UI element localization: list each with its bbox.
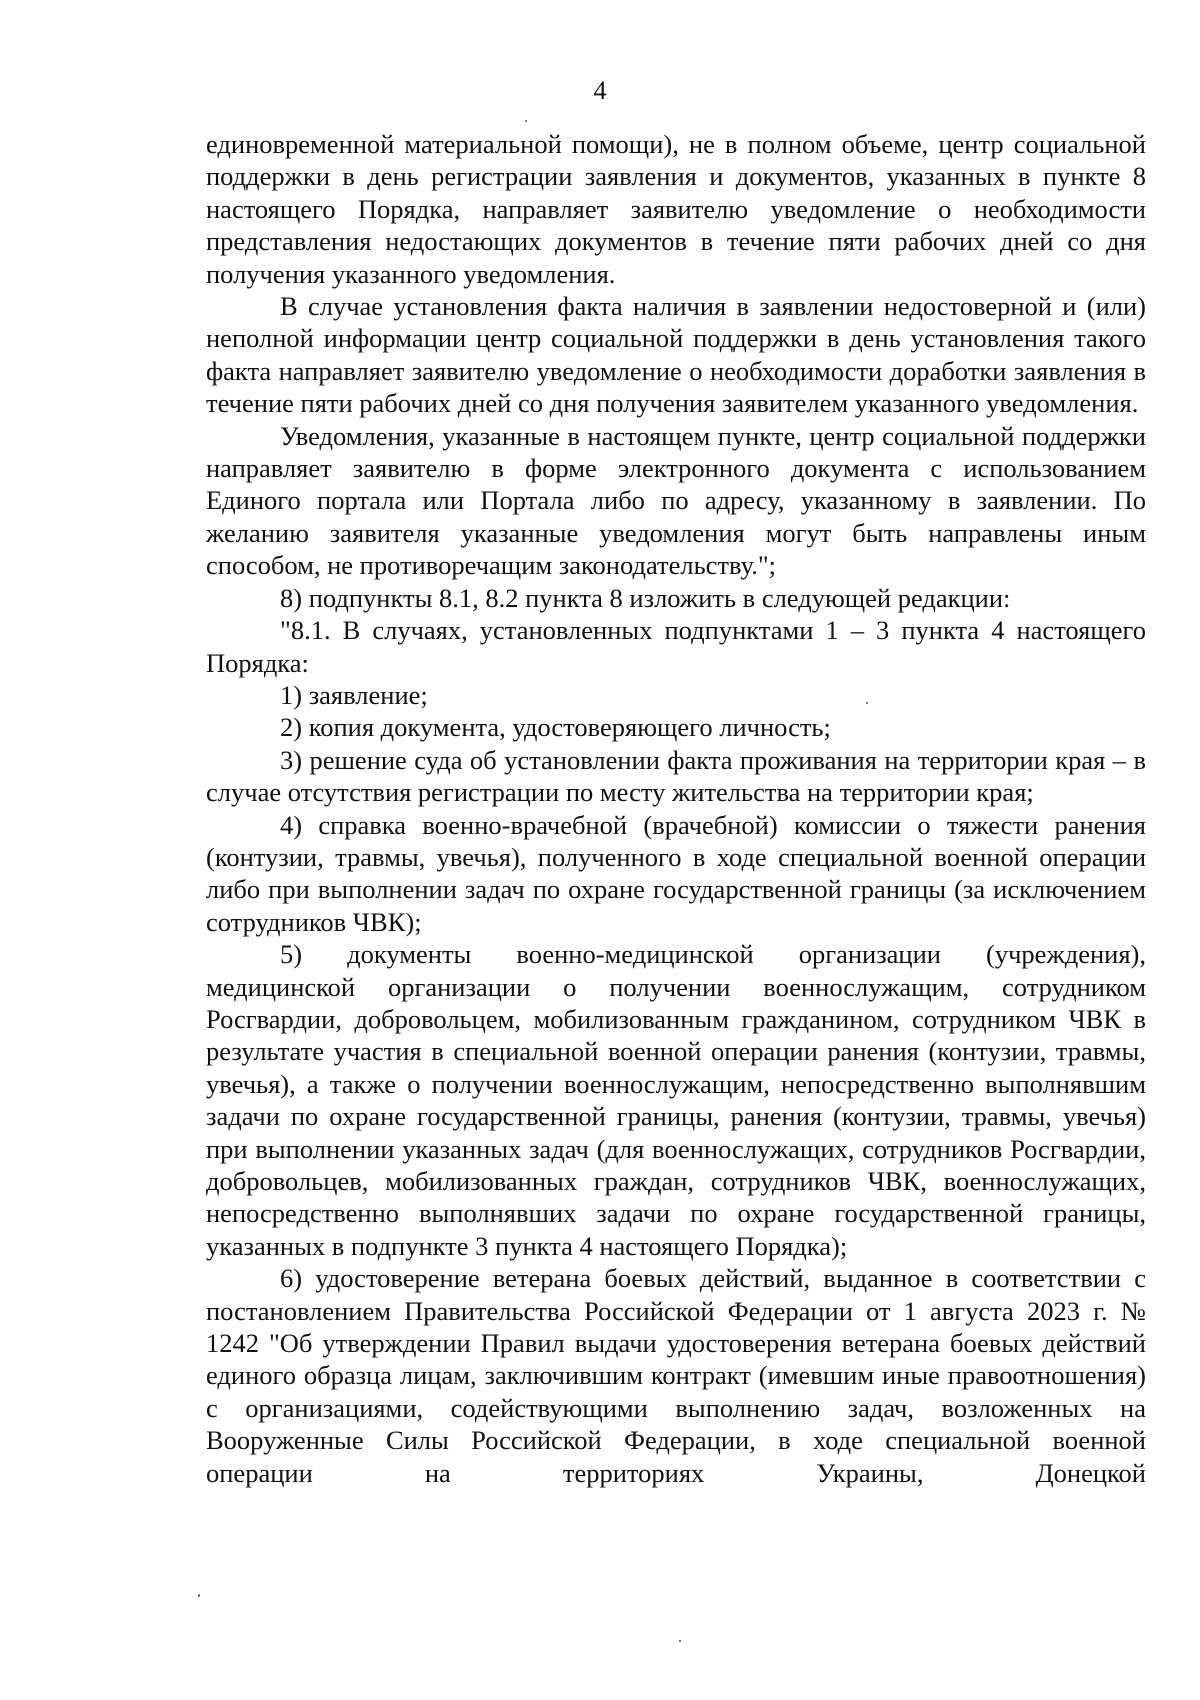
paragraph: В случае установления факта наличия в заявлении недостоверной и (или) неполной информации центр социальной поддержки в день установления такого факта направляет заявителю уведомление о необходимости доработки заявления в течение пяти рабочих дней со дня получения заявителем указанного уведомления. bbox=[206, 291, 1146, 419]
scan-speck bbox=[679, 1640, 681, 1642]
document-body bbox=[206, 128, 1146, 1489]
list-item: 6) удостоверение ветерана боевых действий, выданное в соответствии с постановлением Правительства Российской Федерации от 1 августа 2023 г. № 1242 "Об утверждении Правил выдачи удостоверения ветерана боевых действий единого образца лицам, заключившим контракт (имевшим иные правоотношения) с организациями, содействующими выполнению задач, возложенных на Вооруженные Силы Российской Федерации, в ходе специальной военной операции на территориях Украины, Донецкой bbox=[206, 1263, 1146, 1488]
paragraph: единовременной материальной помощи), не в полном объеме, центр социальной поддержки в день регистрации заявления и документов, указанных в пункте 8 настоящего Порядка, направляет заявителю уведомление о необходимости представления недостающих документов в течение пяти рабочих дней со дня получения указанного уведомления. bbox=[206, 129, 1146, 289]
page-number: 4 bbox=[593, 76, 607, 105]
scan-speck bbox=[198, 1594, 200, 1597]
paragraph: "8.1. В случаях, установленных подпунктами 1 – 3 пункта 4 настоящего Порядка: bbox=[206, 615, 1146, 678]
paragraph: 8) подпункты 8.1, 8.2 пункта 8 изложить в следующей редакции: bbox=[280, 582, 1011, 613]
list-item: 4) справка военно-врачебной (врачебной) комиссии о тяжести ранения (контузии, травмы, увечья), полученного в ходе специальной военной операции либо при выполнении задач по охране государственной границы (за исключением сотрудников ЧВК); bbox=[206, 809, 1146, 937]
scan-speck bbox=[525, 120, 527, 122]
list-item: 5) документы военно-медицинской организации (учреждения), медицинской организации о получении военнослужащим, сотрудником Росгвардии, добровольцем, мобилизованным гражданином, сотрудником ЧВК в результате участия в специальной военной операции ранения (контузии, травмы, увечья), а также о получении военнослужащим, непосредственно выполнявшим задачи по охране государственной границы, ранения (контузии, травмы, увечья) при выполнении указанных задач (для военнослужащих, сотрудников Росгвардии, добровольцев, мобилизованных граждан, сотрудников ЧВК, военнослужащих, непосредственно выполнявших задачи по охране государственной границы, указанных в подпункте 3 пункта 4 настоящего Порядка); bbox=[206, 939, 1146, 1261]
paragraph: Уведомления, указанные в настоящем пункте, центр социальной поддержки направляет заявителю в форме электронного документа с использованием Единого портала или Портала либо по адресу, указанному в заявлении. По желанию заявителя указанные уведомления могут быть направлены иным способом, не противоречащим законодательству."; bbox=[206, 420, 1146, 581]
scan-speck bbox=[866, 702, 868, 704]
list-item: 1) заявление; bbox=[280, 679, 428, 710]
list-item: 3) решение суда об установлении факта проживания на территории края – в случае отсутствия регистрации по месту жительства на территории края; bbox=[206, 744, 1146, 808]
list-item: 2) копия документа, удостоверяющего личность; bbox=[280, 712, 831, 743]
